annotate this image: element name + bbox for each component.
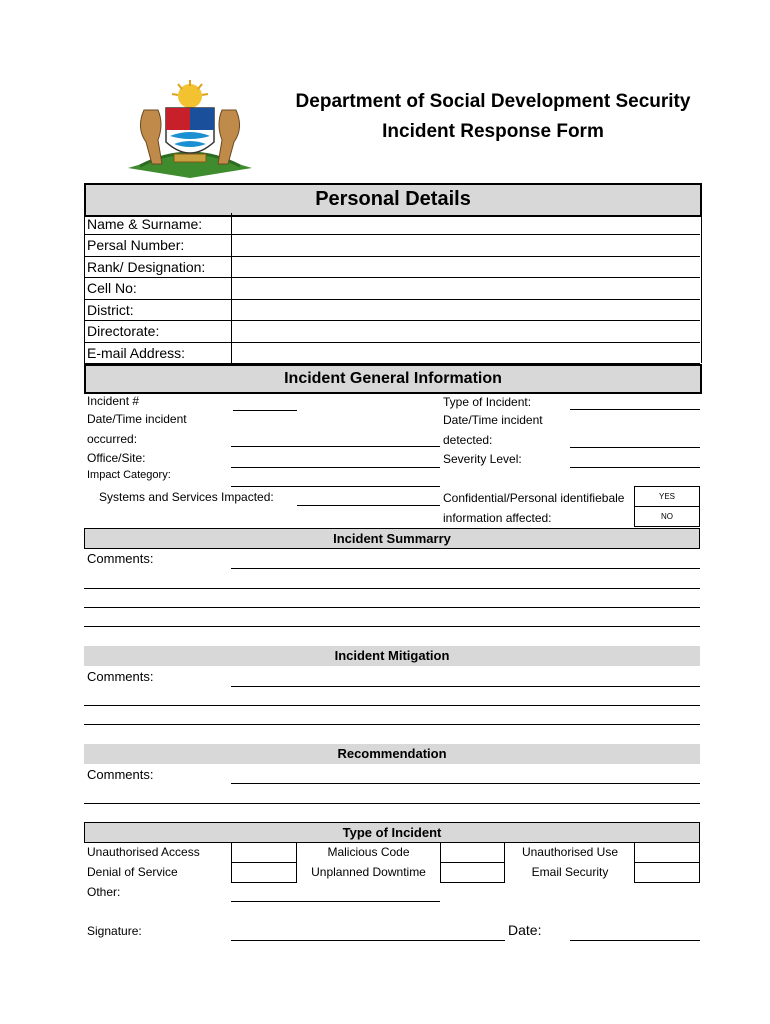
unauthorised-use-checkbox[interactable] bbox=[634, 842, 700, 863]
personal-details-heading: Personal Details bbox=[84, 183, 702, 217]
coat-of-arms-icon bbox=[124, 80, 256, 180]
unplanned-downtime-label: Unplanned Downtime bbox=[311, 865, 426, 879]
impact-category-label: Impact Category: bbox=[87, 469, 171, 481]
rank-designation-label: Rank/ Designation: bbox=[87, 259, 206, 275]
personal-details-table bbox=[84, 213, 702, 363]
unauthorised-access-label: Unauthorised Access bbox=[87, 845, 200, 859]
summary-comments-line[interactable] bbox=[84, 588, 700, 589]
other-label: Other: bbox=[87, 885, 121, 899]
recommendation-comments-line[interactable] bbox=[84, 803, 700, 804]
persal-number-label: Persal Number: bbox=[87, 237, 185, 253]
incident-summary-heading: Incident Summarry bbox=[84, 528, 700, 549]
incident-mitigation-heading: Incident Mitigation bbox=[84, 646, 700, 666]
recommendation-comments-label: Comments: bbox=[87, 767, 154, 782]
recommendation-heading: Recommendation bbox=[84, 744, 700, 764]
type-of-incident-field[interactable] bbox=[570, 409, 700, 410]
other-field[interactable] bbox=[231, 901, 440, 902]
date-time-detected-label-2: detected: bbox=[443, 433, 493, 447]
name-surname-label: Name & Surname: bbox=[87, 216, 203, 232]
unauthorised-access-checkbox[interactable] bbox=[231, 842, 297, 863]
confidential-label-1: Confidential/Personal identifiebale bbox=[443, 491, 625, 505]
mitigation-comments-line[interactable] bbox=[231, 686, 700, 687]
type-of-incident-label: Type of Incident: bbox=[443, 395, 532, 409]
systems-impacted-field[interactable] bbox=[297, 505, 440, 506]
signature-label: Signature: bbox=[87, 924, 142, 938]
date-time-detected-label-1: Date/Time incident bbox=[443, 413, 543, 427]
denial-of-service-checkbox[interactable] bbox=[231, 862, 297, 883]
confidential-label-2: information affected: bbox=[443, 511, 552, 525]
district-label: District: bbox=[87, 302, 134, 318]
form-title-line-1: Department of Social Development Security bbox=[295, 91, 691, 112]
date-time-occurred-field[interactable] bbox=[231, 446, 440, 447]
general-info-heading: Incident General Information bbox=[84, 364, 702, 394]
summary-comments-label: Comments: bbox=[87, 551, 154, 566]
date-time-occurred-label-1: Date/Time incident bbox=[87, 412, 187, 426]
malicious-code-checkbox[interactable] bbox=[440, 842, 505, 863]
confidential-no-option[interactable]: NO bbox=[634, 506, 700, 527]
severity-level-field[interactable] bbox=[570, 467, 700, 468]
unauthorised-use-label: Unauthorised Use bbox=[521, 845, 619, 859]
impact-category-field[interactable] bbox=[231, 486, 440, 487]
cell-no-label: Cell No: bbox=[87, 280, 137, 296]
type-of-incident-heading: Type of Incident bbox=[84, 822, 700, 843]
email-security-checkbox[interactable] bbox=[634, 862, 700, 883]
mitigation-comments-line[interactable] bbox=[84, 705, 700, 706]
email-address-label: E-mail Address: bbox=[87, 345, 186, 361]
email-security-label: Email Security bbox=[531, 865, 609, 879]
confidential-yes-option[interactable]: YES bbox=[634, 486, 700, 507]
summary-comments-line[interactable] bbox=[84, 607, 700, 608]
mitigation-comments-line[interactable] bbox=[84, 724, 700, 725]
signature-field[interactable] bbox=[231, 940, 505, 941]
date-field[interactable] bbox=[570, 940, 700, 941]
incident-number-field[interactable] bbox=[233, 410, 297, 411]
date-time-detected-field[interactable] bbox=[570, 447, 700, 448]
office-site-field[interactable] bbox=[231, 467, 440, 468]
recommendation-comments-line[interactable] bbox=[231, 783, 700, 784]
summary-comments-line[interactable] bbox=[84, 626, 700, 627]
office-site-label: Office/Site: bbox=[87, 451, 146, 465]
denial-of-service-label: Denial of Service bbox=[87, 865, 178, 879]
severity-level-label: Severity Level: bbox=[443, 452, 522, 466]
directorate-label: Directorate: bbox=[87, 323, 160, 339]
unplanned-downtime-checkbox[interactable] bbox=[440, 862, 505, 883]
mitigation-comments-label: Comments: bbox=[87, 669, 154, 684]
date-time-occurred-label-2: occurred: bbox=[87, 432, 138, 446]
systems-impacted-label: Systems and Services Impacted: bbox=[99, 490, 274, 504]
malicious-code-label: Malicious Code bbox=[327, 845, 410, 859]
incident-number-label: Incident # bbox=[87, 394, 140, 408]
form-title-line-2: Incident Response Form bbox=[382, 121, 604, 142]
summary-comments-line[interactable] bbox=[231, 568, 700, 569]
date-label: Date: bbox=[508, 922, 542, 938]
